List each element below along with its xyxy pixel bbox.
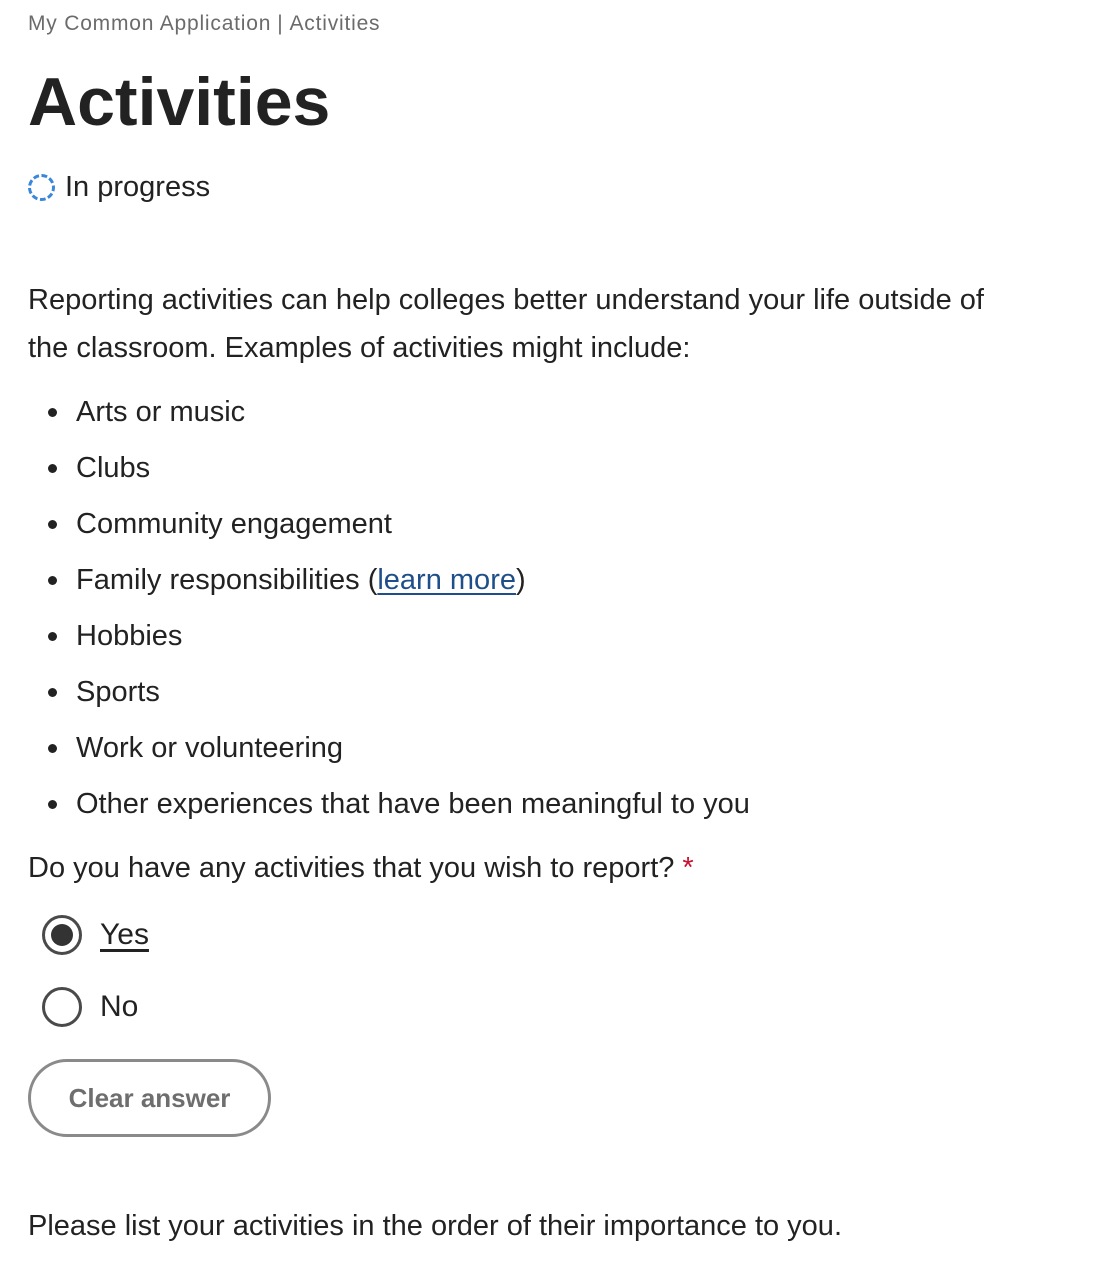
activity-examples-list (28, 384, 750, 832)
page-title: Activities (28, 64, 331, 140)
family-prefix: Family responsibilities ( (76, 564, 378, 596)
list-item-community: Community engagement (28, 496, 750, 552)
list-item-arts: Arts or music (28, 384, 750, 440)
in-progress-icon (28, 174, 55, 201)
question-text: Do you have any activities that you wish to report? (28, 852, 675, 884)
learn-more-link[interactable]: learn more (377, 564, 516, 596)
list-item-family (28, 552, 750, 608)
radio-button-no[interactable] (42, 987, 82, 1027)
list-item-sports: Sports (28, 664, 750, 720)
instruction-text: Please list your activities in the order of their importance to you. (28, 1210, 842, 1242)
status-label: In progress (65, 170, 211, 203)
radio-option-yes[interactable] (42, 913, 149, 957)
list-item-hobbies: Hobbies (28, 608, 750, 664)
breadcrumb-parent[interactable]: My Common Application (28, 12, 272, 35)
breadcrumb (28, 12, 380, 36)
status-indicator (28, 168, 210, 206)
family-suffix: ) (515, 564, 526, 596)
required-asterisk: * (682, 852, 694, 884)
breadcrumb-current: Activities (289, 12, 381, 35)
radio-option-no[interactable] (42, 985, 138, 1029)
radio-label-yes[interactable]: Yes (100, 918, 149, 951)
activities-question (28, 844, 694, 892)
intro-text: Reporting activities can help colleges better understand your life outside of the classroom. Examples of activities might include: (28, 284, 984, 364)
list-item-clubs: Clubs (28, 440, 750, 496)
clear-answer-button[interactable]: Clear answer (28, 1059, 271, 1137)
radio-label-no[interactable]: No (100, 990, 139, 1023)
list-item-work: Work or volunteering (28, 720, 750, 776)
radio-button-yes[interactable] (42, 915, 82, 955)
breadcrumb-separator: | (277, 12, 284, 35)
list-item-other: Other experiences that have been meaningful to you (28, 776, 750, 832)
